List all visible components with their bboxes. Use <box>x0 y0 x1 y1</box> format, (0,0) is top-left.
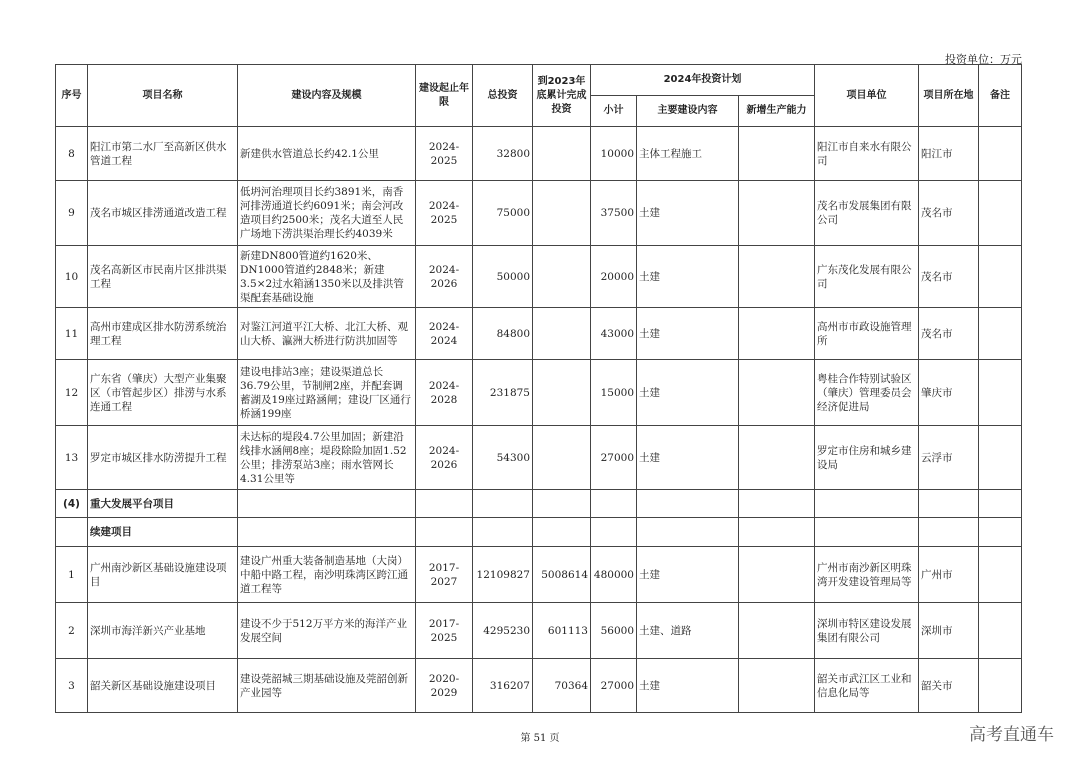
row-period: 2020-2029 <box>416 659 473 713</box>
section-title: 重大发展平台项目 <box>88 490 238 518</box>
row-unit: 茂名市发展集团有限公司 <box>815 181 919 246</box>
row-name: 广州南沙新区基础设施建设项目 <box>88 547 238 603</box>
row-location: 茂名市 <box>919 308 979 360</box>
table-row <box>56 127 1022 181</box>
row-done <box>533 308 591 360</box>
row-done: 5008614 <box>533 547 591 603</box>
row-total: 12109827 <box>473 547 533 603</box>
row-content: 新建供水管道总长约42.1公里 <box>238 127 416 181</box>
row-location: 阳江市 <box>919 127 979 181</box>
header-period: 建设起止年限 <box>416 65 473 127</box>
table-row <box>56 547 1022 603</box>
row-name: 广东省（肇庆）大型产业集聚区（市管起步区）排涝与水系连通工程 <box>88 360 238 426</box>
row-new-capacity <box>739 181 815 246</box>
row-name: 高州市建成区排水防涝系统治理工程 <box>88 308 238 360</box>
subsection-title: 续建项目 <box>88 518 238 547</box>
row-total: 50000 <box>473 246 533 308</box>
row-main-content: 土建 <box>637 659 739 713</box>
row-done <box>533 246 591 308</box>
row-subtotal: 27000 <box>591 659 637 713</box>
row-content: 对鉴江河道平江大桥、北江大桥、观山大桥、瀛洲大桥进行防洪加固等 <box>238 308 416 360</box>
row-remark <box>979 360 1022 426</box>
row-unit: 韶关市武江区工业和信息化局等 <box>815 659 919 713</box>
row-total: 4295230 <box>473 603 533 659</box>
row-location: 茂名市 <box>919 246 979 308</box>
page-number: 第 51 页 <box>520 733 560 744</box>
unit-note: 投资单位：万元 <box>945 53 1022 66</box>
row-main-content: 土建、道路 <box>637 603 739 659</box>
section-row <box>56 490 1022 518</box>
table-row <box>56 181 1022 246</box>
row-subtotal: 43000 <box>591 308 637 360</box>
row-location: 肇庆市 <box>919 360 979 426</box>
row-name: 茂名市城区排涝通道改造工程 <box>88 181 238 246</box>
row-seq: 11 <box>56 308 88 360</box>
row-seq: 8 <box>56 127 88 181</box>
row-subtotal: 20000 <box>591 246 637 308</box>
row-remark <box>979 659 1022 713</box>
row-unit: 罗定市住房和城乡建设局 <box>815 426 919 490</box>
table-row <box>56 659 1022 713</box>
row-main-content: 土建 <box>637 308 739 360</box>
row-seq: 10 <box>56 246 88 308</box>
table-row <box>56 246 1022 308</box>
row-seq: 1 <box>56 547 88 603</box>
row-seq: 13 <box>56 426 88 490</box>
row-period: 2024-2026 <box>416 246 473 308</box>
row-name: 罗定市城区排水防涝提升工程 <box>88 426 238 490</box>
row-done <box>533 127 591 181</box>
row-main-content: 土建 <box>637 181 739 246</box>
row-seq: 12 <box>56 360 88 426</box>
header-content: 建设内容及规模 <box>238 65 416 127</box>
row-seq: 9 <box>56 181 88 246</box>
row-remark <box>979 127 1022 181</box>
row-content: 建设不少于512万平方米的海洋产业发展空间 <box>238 603 416 659</box>
row-content: 建设广州重大装备制造基地（大岗）中船中路工程，南沙明珠湾区跨江通道工程等 <box>238 547 416 603</box>
header-total: 总投资 <box>473 65 533 127</box>
row-content: 新建DN800管道约1620米、DN1000管道约2848米；新建3.5×2过水箱涵1350米以及排洪管渠配套基础设施 <box>238 246 416 308</box>
header-plan2024: 2024年投资计划 <box>591 65 815 96</box>
row-content: 未达标的堤段4.7公里加固；新建沿线排水涵闸8座；堤段除险加固1.52公里；排涝泵站3座；雨水管网长4.31公里等 <box>238 426 416 490</box>
row-total: 316207 <box>473 659 533 713</box>
row-seq: 2 <box>56 603 88 659</box>
row-subtotal: 480000 <box>591 547 637 603</box>
row-name: 阳江市第二水厂至高新区供水管道工程 <box>88 127 238 181</box>
row-new-capacity <box>739 360 815 426</box>
row-name: 茂名高新区市民南片区排洪渠工程 <box>88 246 238 308</box>
row-name: 深圳市海洋新兴产业基地 <box>88 603 238 659</box>
row-location: 云浮市 <box>919 426 979 490</box>
header-subtotal: 小计 <box>591 96 637 127</box>
row-location: 深圳市 <box>919 603 979 659</box>
row-content: 建设莞韶城三期基础设施及莞韶创新产业园等 <box>238 659 416 713</box>
row-name: 韶关新区基础设施建设项目 <box>88 659 238 713</box>
row-period: 2024-2028 <box>416 360 473 426</box>
row-total: 75000 <box>473 181 533 246</box>
row-period: 2024-2025 <box>416 127 473 181</box>
table-row <box>56 360 1022 426</box>
row-new-capacity <box>739 547 815 603</box>
subsection-row <box>56 518 1022 547</box>
watermark: 高考直通车 <box>969 725 1054 745</box>
row-main-content: 土建 <box>637 360 739 426</box>
header-done: 到2023年底累计完成投资 <box>533 65 591 127</box>
row-done <box>533 360 591 426</box>
row-content: 建设电排站3座；建设渠道总长36.79公里，节制闸2座，并配套调蓄湖及19座过路涵闸；建设厂区通行桥涵199座 <box>238 360 416 426</box>
row-location: 茂名市 <box>919 181 979 246</box>
row-new-capacity <box>739 308 815 360</box>
row-period: 2017-2025 <box>416 603 473 659</box>
row-main-content: 主体工程施工 <box>637 127 739 181</box>
row-total: 32800 <box>473 127 533 181</box>
row-remark <box>979 547 1022 603</box>
row-unit: 高州市市政设施管理所 <box>815 308 919 360</box>
row-subtotal: 10000 <box>591 127 637 181</box>
row-unit: 粤桂合作特别试验区（肇庆）管理委员会经济促进局 <box>815 360 919 426</box>
row-done <box>533 426 591 490</box>
row-period: 2017-2027 <box>416 547 473 603</box>
row-new-capacity <box>739 426 815 490</box>
row-remark <box>979 426 1022 490</box>
row-done <box>533 181 591 246</box>
row-location: 广州市 <box>919 547 979 603</box>
row-new-capacity <box>739 659 815 713</box>
row-period: 2024-2024 <box>416 308 473 360</box>
row-unit: 深圳市特区建设发展集团有限公司 <box>815 603 919 659</box>
row-new-capacity <box>739 127 815 181</box>
row-period: 2024-2026 <box>416 426 473 490</box>
row-new-capacity <box>739 246 815 308</box>
row-subtotal: 27000 <box>591 426 637 490</box>
header-seq: 序号 <box>56 65 88 127</box>
row-total: 231875 <box>473 360 533 426</box>
row-content: 低坍河治理项目长约3891米，南香河排涝通道长约6091米；南会河改造项目约2500米；茂名大道至人民广场地下涝洪渠治理长约4039米 <box>238 181 416 246</box>
row-period: 2024-2025 <box>416 181 473 246</box>
section-seq: (4) <box>56 490 88 518</box>
header-unit: 项目单位 <box>815 65 919 127</box>
row-subtotal: 15000 <box>591 360 637 426</box>
row-done: 70364 <box>533 659 591 713</box>
header-location: 项目所在地 <box>919 65 979 127</box>
row-remark <box>979 308 1022 360</box>
table-row <box>56 308 1022 360</box>
table-row <box>56 426 1022 490</box>
row-main-content: 土建 <box>637 426 739 490</box>
header-main-content: 主要建设内容 <box>637 96 739 127</box>
header-new-capacity: 新增生产能力 <box>739 96 815 127</box>
header-remark: 备注 <box>979 65 1022 127</box>
row-remark <box>979 246 1022 308</box>
row-main-content: 土建 <box>637 547 739 603</box>
row-new-capacity <box>739 603 815 659</box>
row-remark <box>979 603 1022 659</box>
investment-table <box>55 64 1022 713</box>
row-total: 54300 <box>473 426 533 490</box>
row-seq: 3 <box>56 659 88 713</box>
row-total: 84800 <box>473 308 533 360</box>
row-subtotal: 37500 <box>591 181 637 246</box>
row-main-content: 土建 <box>637 246 739 308</box>
row-unit: 广州市南沙新区明珠湾开发建设管理局等 <box>815 547 919 603</box>
row-unit: 广东茂化发展有限公司 <box>815 246 919 308</box>
row-location: 韶关市 <box>919 659 979 713</box>
row-unit: 阳江市自来水有限公司 <box>815 127 919 181</box>
row-remark <box>979 181 1022 246</box>
header-name: 项目名称 <box>88 65 238 127</box>
table-row <box>56 603 1022 659</box>
row-subtotal: 56000 <box>591 603 637 659</box>
row-done: 601113 <box>533 603 591 659</box>
